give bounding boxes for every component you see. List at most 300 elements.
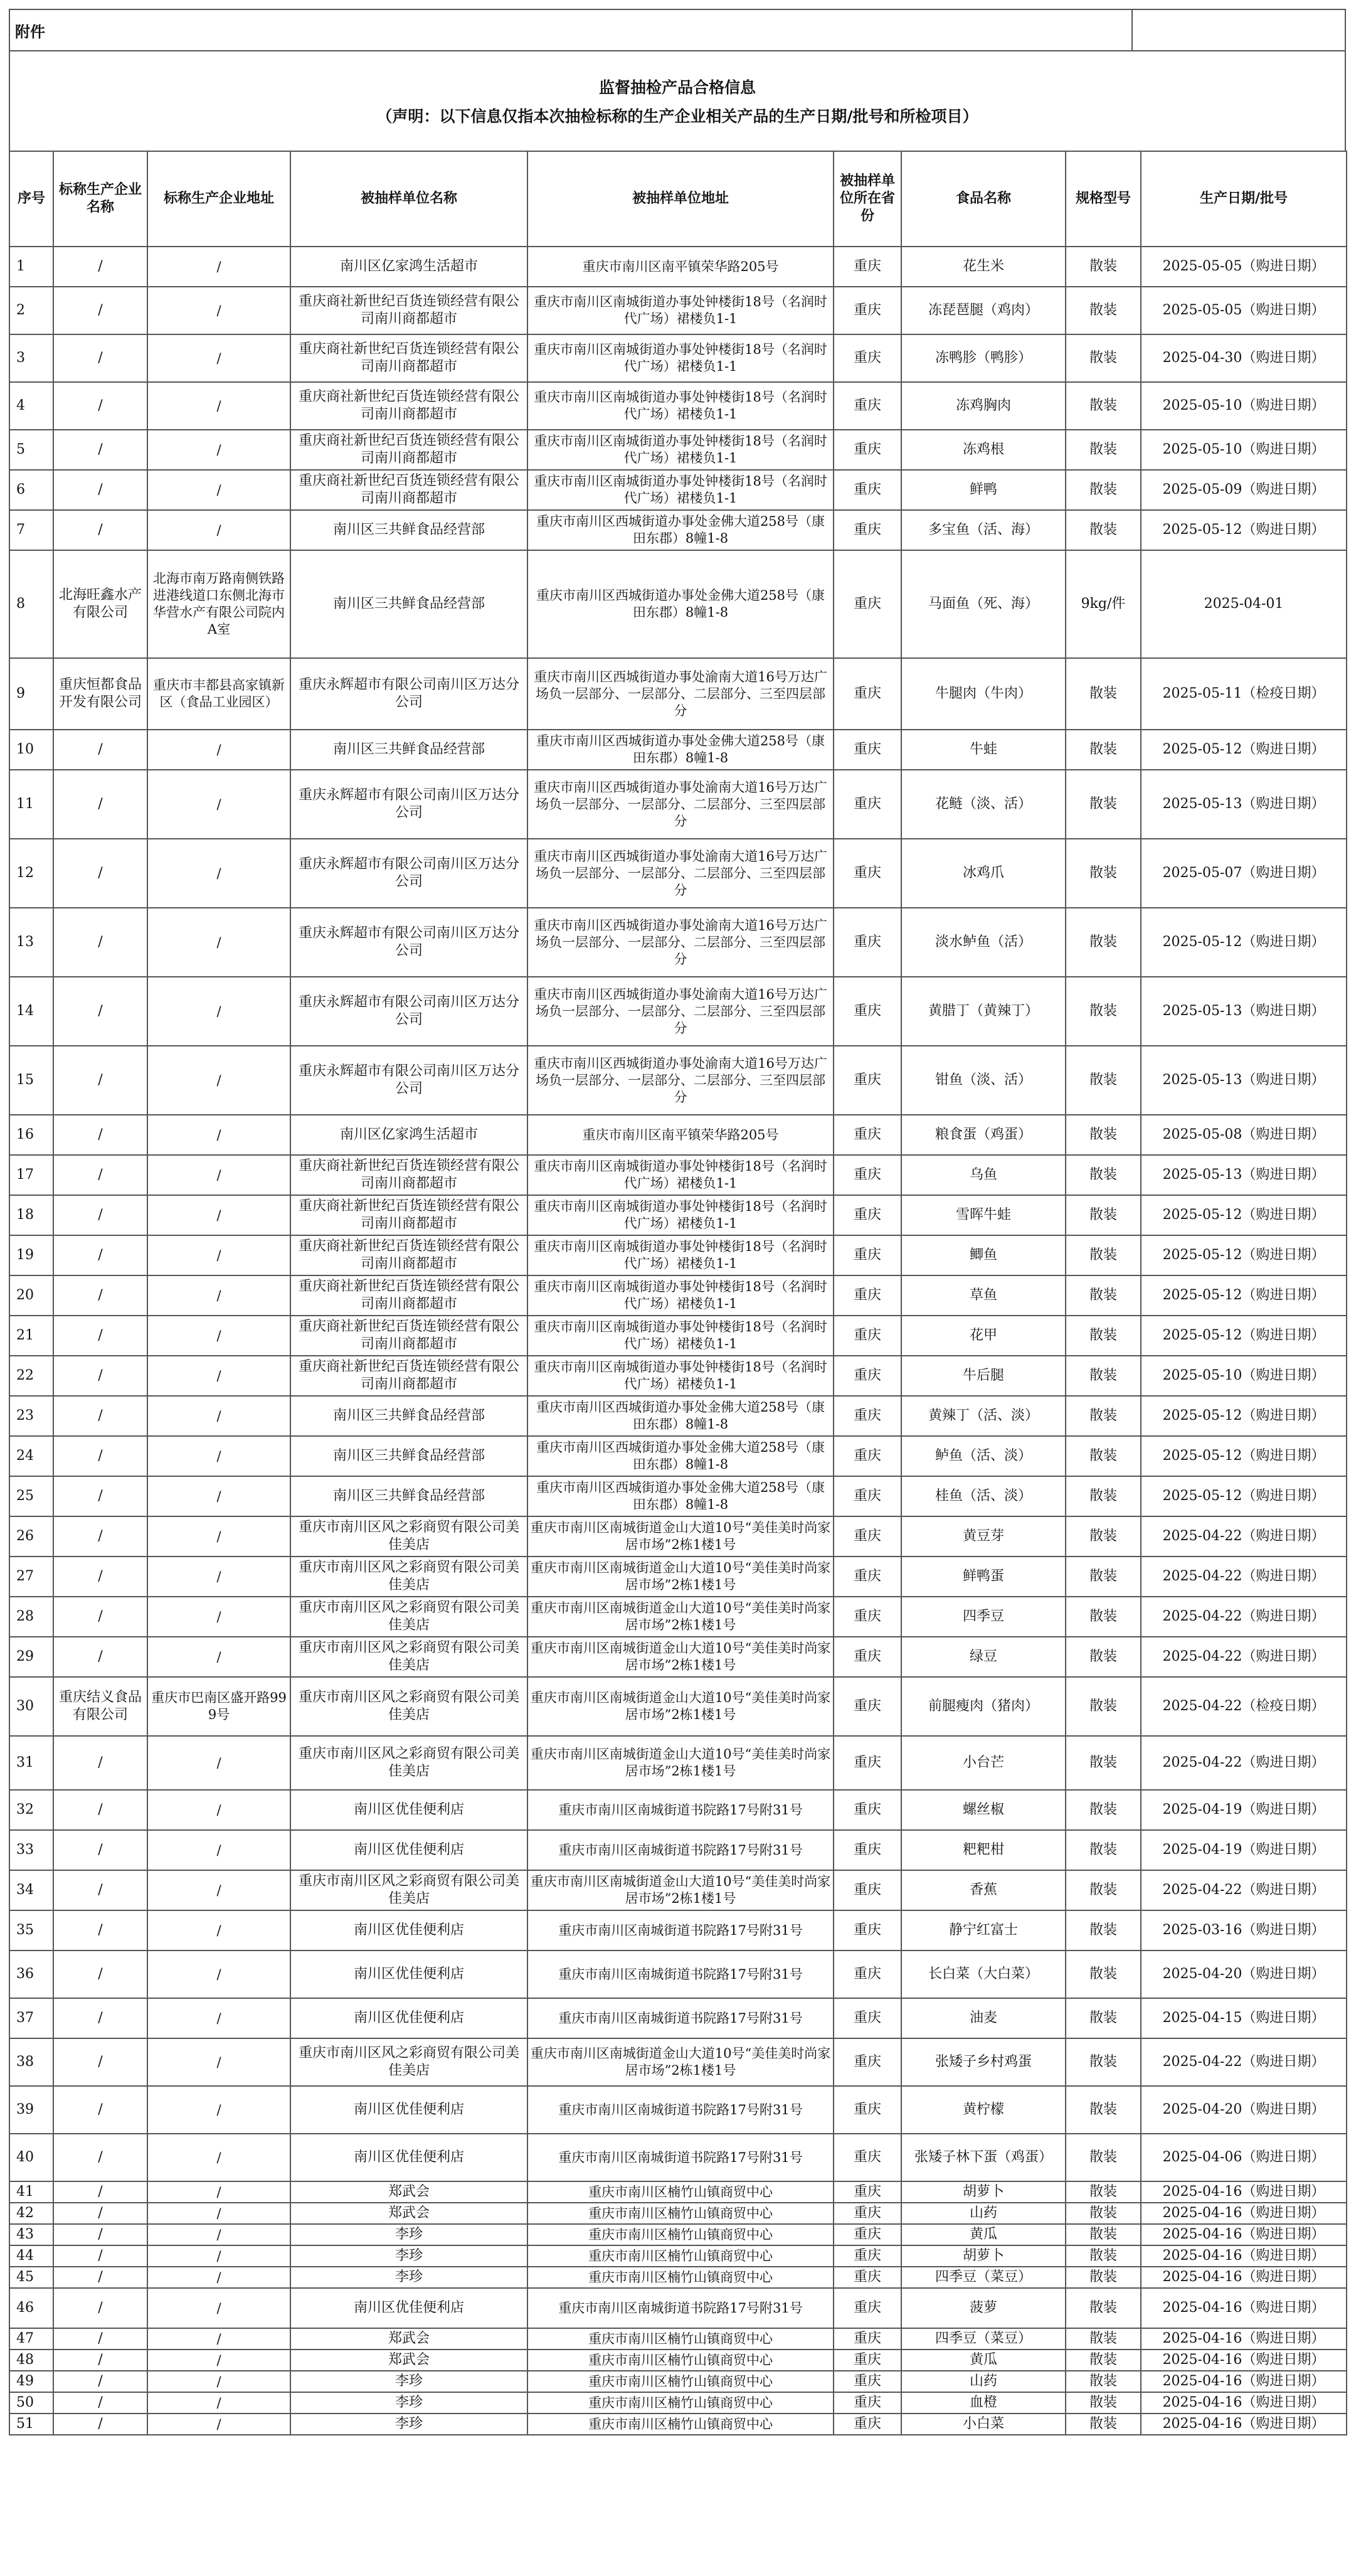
cell-spec: 散装 bbox=[1066, 2392, 1141, 2414]
cell-spec: 散装 bbox=[1066, 1951, 1141, 1998]
cell-food: 黄腊丁（黄辣丁） bbox=[901, 977, 1066, 1046]
cell-unit-addr: 重庆市南川区西城街道办事处金佛大道258号（康田东郡）8幢1-8 bbox=[527, 550, 834, 658]
cell-food: 冻鸡根 bbox=[901, 430, 1066, 470]
cell-date: 2025-04-22（购进日期） bbox=[1141, 1597, 1347, 1637]
cell-date: 2025-04-16（购进日期） bbox=[1141, 2371, 1347, 2392]
cell-food: 鲫鱼 bbox=[901, 1235, 1066, 1275]
cell-prov: 重庆 bbox=[834, 2350, 901, 2371]
table-row bbox=[9, 2267, 1347, 2288]
cell-spec: 散装 bbox=[1066, 1436, 1141, 1476]
cell-mfr-addr: / bbox=[147, 1356, 290, 1396]
cell-prov: 重庆 bbox=[834, 2203, 901, 2224]
cell-seq: 40 bbox=[9, 2134, 53, 2181]
cell-unit: 南川区三共鲜食品经营部 bbox=[290, 730, 527, 770]
table-row bbox=[9, 730, 1347, 770]
cell-unit-addr: 重庆市南川区楠竹山镇商贸中心 bbox=[527, 2267, 834, 2288]
cell-mfr: / bbox=[53, 382, 147, 430]
cell-unit-addr: 重庆市南川区西城街道办事处渝南大道16号万达广场负一层部分、一层部分、二层部分、三至四层部分 bbox=[527, 908, 834, 977]
cell-food: 花生米 bbox=[901, 247, 1066, 287]
cell-food: 冻鸭胗（鸭胗） bbox=[901, 334, 1066, 382]
cell-food: 桂鱼（活、淡） bbox=[901, 1476, 1066, 1516]
cell-prov: 重庆 bbox=[834, 770, 901, 839]
cell-mfr-addr: 北海市南万路南侧铁路进港线道口东侧北海市华营水产有限公司院内A室 bbox=[147, 550, 290, 658]
cell-mfr-addr: / bbox=[147, 1910, 290, 1951]
table-row bbox=[9, 1115, 1347, 1155]
cell-mfr: / bbox=[53, 1870, 147, 1910]
cell-unit-addr: 重庆市南川区西城街道办事处渝南大道16号万达广场负一层部分、一层部分、二层部分、三至四层部分 bbox=[527, 658, 834, 730]
table-row bbox=[9, 2288, 1347, 2328]
cell-date: 2025-04-06（购进日期） bbox=[1141, 2134, 1347, 2181]
cell-prov: 重庆 bbox=[834, 510, 901, 550]
cell-mfr-addr: / bbox=[147, 908, 290, 977]
cell-spec: 散装 bbox=[1066, 1870, 1141, 1910]
cell-food: 钳鱼（淡、活） bbox=[901, 1046, 1066, 1115]
cell-unit-addr: 重庆市南川区南城街道办事处钟楼街18号（名润时代广场）裙楼负1-1 bbox=[527, 334, 834, 382]
cell-prov: 重庆 bbox=[834, 2245, 901, 2267]
cell-unit: 南川区亿家鸿生活超市 bbox=[290, 1115, 527, 1155]
table-row bbox=[9, 658, 1347, 730]
cell-unit: 南川区优佳便利店 bbox=[290, 1790, 527, 1830]
table-row bbox=[9, 1316, 1347, 1356]
cell-food: 草鱼 bbox=[901, 1275, 1066, 1316]
cell-spec: 散装 bbox=[1066, 1677, 1141, 1736]
cell-seq: 4 bbox=[9, 382, 53, 430]
cell-spec: 散装 bbox=[1066, 430, 1141, 470]
cell-date: 2025-04-16（购进日期） bbox=[1141, 2392, 1347, 2414]
cell-date: 2025-03-16（购进日期） bbox=[1141, 1910, 1347, 1951]
cell-spec: 散装 bbox=[1066, 1155, 1141, 1195]
cell-date: 2025-04-22（检疫日期） bbox=[1141, 1677, 1347, 1736]
cell-prov: 重庆 bbox=[834, 1910, 901, 1951]
cell-unit-addr: 重庆市南川区南城街道办事处钟楼街18号（名润时代广场）裙楼负1-1 bbox=[527, 287, 834, 334]
cell-date: 2025-04-16（购进日期） bbox=[1141, 2288, 1347, 2328]
cell-unit-addr: 重庆市南川区西城街道办事处金佛大道258号（康田东郡）8幢1-8 bbox=[527, 510, 834, 550]
cell-date: 2025-05-05（购进日期） bbox=[1141, 287, 1347, 334]
cell-unit: 李珍 bbox=[290, 2245, 527, 2267]
cell-date: 2025-04-22（购进日期） bbox=[1141, 2038, 1347, 2086]
cell-unit: 重庆永辉超市有限公司南川区万达分公司 bbox=[290, 977, 527, 1046]
cell-mfr: / bbox=[53, 1436, 147, 1476]
cell-mfr: / bbox=[53, 1910, 147, 1951]
table-row bbox=[9, 1597, 1347, 1637]
cell-unit: 重庆商社新世纪百货连锁经营有限公司南川商都超市 bbox=[290, 1275, 527, 1316]
cell-date: 2025-04-30（购进日期） bbox=[1141, 334, 1347, 382]
cell-date: 2025-04-20（购进日期） bbox=[1141, 1951, 1347, 1998]
cell-seq: 27 bbox=[9, 1557, 53, 1597]
cell-food: 淡水鲈鱼（活） bbox=[901, 908, 1066, 977]
cell-spec: 散装 bbox=[1066, 1115, 1141, 1155]
cell-date: 2025-04-16（购进日期） bbox=[1141, 2350, 1347, 2371]
cell-prov: 重庆 bbox=[834, 2328, 901, 2350]
cell-unit-addr: 重庆市南川区南平镇荣华路205号 bbox=[527, 247, 834, 287]
table-row bbox=[9, 1356, 1347, 1396]
cell-unit-addr: 重庆市南川区楠竹山镇商贸中心 bbox=[527, 2350, 834, 2371]
cell-food: 牛后腿 bbox=[901, 1356, 1066, 1396]
cell-mfr-addr: / bbox=[147, 1316, 290, 1356]
cell-seq: 45 bbox=[9, 2267, 53, 2288]
cell-seq: 30 bbox=[9, 1677, 53, 1736]
cell-date: 2025-05-12（购进日期） bbox=[1141, 1235, 1347, 1275]
cell-mfr: / bbox=[53, 1396, 147, 1436]
cell-unit: 重庆商社新世纪百货连锁经营有限公司南川商都超市 bbox=[290, 334, 527, 382]
cell-unit: 南川区三共鲜食品经营部 bbox=[290, 1396, 527, 1436]
table-row bbox=[9, 1637, 1347, 1677]
cell-food: 牛腿肉（牛肉） bbox=[901, 658, 1066, 730]
cell-mfr: / bbox=[53, 1115, 147, 1155]
cell-spec: 散装 bbox=[1066, 1790, 1141, 1830]
cell-unit: 郑武会 bbox=[290, 2328, 527, 2350]
cell-mfr-addr: / bbox=[147, 1597, 290, 1637]
cell-spec: 散装 bbox=[1066, 2267, 1141, 2288]
cell-date: 2025-04-20（购进日期） bbox=[1141, 2086, 1347, 2134]
cell-unit: 重庆商社新世纪百货连锁经营有限公司南川商都超市 bbox=[290, 1356, 527, 1396]
cell-mfr-addr: / bbox=[147, 430, 290, 470]
cell-mfr-addr: / bbox=[147, 1396, 290, 1436]
cell-mfr-addr: / bbox=[147, 1195, 290, 1235]
cell-date: 2025-04-22（购进日期） bbox=[1141, 1870, 1347, 1910]
cell-unit: 重庆永辉超市有限公司南川区万达分公司 bbox=[290, 908, 527, 977]
cell-spec: 散装 bbox=[1066, 2086, 1141, 2134]
cell-food: 胡萝卜 bbox=[901, 2181, 1066, 2203]
cell-prov: 重庆 bbox=[834, 730, 901, 770]
cell-unit-addr: 重庆市南川区南城街道书院路17号附31号 bbox=[527, 2086, 834, 2134]
cell-prov: 重庆 bbox=[834, 1356, 901, 1396]
cell-unit: 南川区优佳便利店 bbox=[290, 1951, 527, 1998]
cell-mfr-addr: / bbox=[147, 839, 290, 908]
cell-food: 山药 bbox=[901, 2203, 1066, 2224]
cell-food: 菠萝 bbox=[901, 2288, 1066, 2328]
cell-mfr: / bbox=[53, 2203, 147, 2224]
cell-mfr-addr: / bbox=[147, 1790, 290, 1830]
cell-unit: 李珍 bbox=[290, 2267, 527, 2288]
cell-date: 2025-05-12（购进日期） bbox=[1141, 1195, 1347, 1235]
cell-unit-addr: 重庆市南川区南城街道金山大道10号“美佳美时尚家居市场”2栋1楼1号 bbox=[527, 1677, 834, 1736]
table-row bbox=[9, 430, 1347, 470]
cell-prov: 重庆 bbox=[834, 2392, 901, 2414]
cell-prov: 重庆 bbox=[834, 1195, 901, 1235]
cell-unit-addr: 重庆市南川区南平镇荣华路205号 bbox=[527, 1115, 834, 1155]
table-row bbox=[9, 1830, 1347, 1870]
cell-prov: 重庆 bbox=[834, 2086, 901, 2134]
cell-seq: 8 bbox=[9, 550, 53, 658]
cell-prov: 重庆 bbox=[834, 1516, 901, 1557]
cell-prov: 重庆 bbox=[834, 1275, 901, 1316]
cell-prov: 重庆 bbox=[834, 1396, 901, 1436]
cell-mfr: / bbox=[53, 334, 147, 382]
cell-mfr-addr: / bbox=[147, 730, 290, 770]
cell-prov: 重庆 bbox=[834, 1436, 901, 1476]
cell-mfr: / bbox=[53, 2371, 147, 2392]
cell-mfr: / bbox=[53, 1235, 147, 1275]
cell-mfr: / bbox=[53, 2086, 147, 2134]
table-row bbox=[9, 2224, 1347, 2245]
cell-mfr: / bbox=[53, 2350, 147, 2371]
table-row bbox=[9, 510, 1347, 550]
cell-seq: 34 bbox=[9, 1870, 53, 1910]
cell-unit-addr: 重庆市南川区楠竹山镇商贸中心 bbox=[527, 2181, 834, 2203]
cell-mfr: / bbox=[53, 1155, 147, 1195]
cell-unit: 重庆商社新世纪百货连锁经营有限公司南川商都超市 bbox=[290, 1235, 527, 1275]
cell-mfr: / bbox=[53, 1316, 147, 1356]
cell-mfr-addr: / bbox=[147, 334, 290, 382]
cell-food: 冻琵琶腿（鸡肉） bbox=[901, 287, 1066, 334]
cell-date: 2025-05-12（购进日期） bbox=[1141, 1396, 1347, 1436]
cell-date: 2025-05-13（购进日期） bbox=[1141, 770, 1347, 839]
cell-mfr-addr: / bbox=[147, 2134, 290, 2181]
cell-food: 黄瓜 bbox=[901, 2350, 1066, 2371]
cell-unit: 重庆永辉超市有限公司南川区万达分公司 bbox=[290, 839, 527, 908]
cell-date: 2025-04-16（购进日期） bbox=[1141, 2267, 1347, 2288]
cell-mfr: / bbox=[53, 1637, 147, 1677]
cell-date: 2025-04-19（购进日期） bbox=[1141, 1790, 1347, 1830]
cell-unit: 重庆商社新世纪百货连锁经营有限公司南川商都超市 bbox=[290, 430, 527, 470]
cell-mfr-addr: / bbox=[147, 2181, 290, 2203]
cell-seq: 1 bbox=[9, 247, 53, 287]
header-cell: 被抽样单位所在省份 bbox=[834, 151, 901, 247]
cell-unit-addr: 重庆市南川区西城街道办事处金佛大道258号（康田东郡）8幢1-8 bbox=[527, 1396, 834, 1436]
cell-seq: 50 bbox=[9, 2392, 53, 2414]
cell-unit: 南川区优佳便利店 bbox=[290, 1910, 527, 1951]
title-block bbox=[9, 50, 1346, 152]
cell-prov: 重庆 bbox=[834, 2267, 901, 2288]
cell-date: 2025-05-12（购进日期） bbox=[1141, 1436, 1347, 1476]
cell-mfr-addr: / bbox=[147, 1115, 290, 1155]
cell-seq: 10 bbox=[9, 730, 53, 770]
cell-spec: 散装 bbox=[1066, 2134, 1141, 2181]
cell-seq: 31 bbox=[9, 1736, 53, 1790]
cell-unit-addr: 重庆市南川区南城街道书院路17号附31号 bbox=[527, 1790, 834, 1830]
cell-unit: 重庆永辉超市有限公司南川区万达分公司 bbox=[290, 770, 527, 839]
cell-mfr: / bbox=[53, 1046, 147, 1115]
cell-spec: 散装 bbox=[1066, 1910, 1141, 1951]
cell-unit-addr: 重庆市南川区楠竹山镇商贸中心 bbox=[527, 2414, 834, 2435]
cell-seq: 51 bbox=[9, 2414, 53, 2435]
cell-unit: 重庆永辉超市有限公司南川区万达分公司 bbox=[290, 1046, 527, 1115]
cell-unit-addr: 重庆市南川区西城街道办事处金佛大道258号（康田东郡）8幢1-8 bbox=[527, 1476, 834, 1516]
cell-seq: 48 bbox=[9, 2350, 53, 2371]
cell-mfr-addr: 重庆市巴南区盛开路999号 bbox=[147, 1677, 290, 1736]
cell-food: 静宁红富士 bbox=[901, 1910, 1066, 1951]
cell-spec: 散装 bbox=[1066, 658, 1141, 730]
cell-mfr-addr: / bbox=[147, 287, 290, 334]
cell-seq: 47 bbox=[9, 2328, 53, 2350]
table-row bbox=[9, 287, 1347, 334]
cell-mfr: / bbox=[53, 510, 147, 550]
cell-unit-addr: 重庆市南川区楠竹山镇商贸中心 bbox=[527, 2245, 834, 2267]
cell-food: 黄柠檬 bbox=[901, 2086, 1066, 2134]
cell-seq: 43 bbox=[9, 2224, 53, 2245]
cell-mfr-addr: / bbox=[147, 2328, 290, 2350]
cell-mfr: / bbox=[53, 1597, 147, 1637]
cell-food: 多宝鱼（活、海） bbox=[901, 510, 1066, 550]
table-row bbox=[9, 977, 1347, 1046]
cell-mfr: / bbox=[53, 839, 147, 908]
cell-mfr-addr: / bbox=[147, 1998, 290, 2038]
cell-food: 山药 bbox=[901, 2371, 1066, 2392]
cell-mfr-addr: / bbox=[147, 382, 290, 430]
cell-unit-addr: 重庆市南川区西城街道办事处渝南大道16号万达广场负一层部分、一层部分、二层部分、三至四层部分 bbox=[527, 977, 834, 1046]
cell-unit-addr: 重庆市南川区西城街道办事处渝南大道16号万达广场负一层部分、一层部分、二层部分、三至四层部分 bbox=[527, 770, 834, 839]
cell-mfr: / bbox=[53, 1356, 147, 1396]
cell-spec: 散装 bbox=[1066, 2350, 1141, 2371]
cell-mfr-addr: / bbox=[147, 1235, 290, 1275]
table-row bbox=[9, 334, 1347, 382]
cell-unit-addr: 重庆市南川区南城街道金山大道10号“美佳美时尚家居市场”2栋1楼1号 bbox=[527, 1557, 834, 1597]
cell-mfr-addr: / bbox=[147, 2203, 290, 2224]
cell-spec: 散装 bbox=[1066, 2181, 1141, 2203]
cell-date: 2025-05-08（购进日期） bbox=[1141, 1115, 1347, 1155]
cell-mfr-addr: / bbox=[147, 1436, 290, 1476]
cell-unit-addr: 重庆市南川区楠竹山镇商贸中心 bbox=[527, 2224, 834, 2245]
cell-spec: 散装 bbox=[1066, 1275, 1141, 1316]
cell-mfr: / bbox=[53, 2414, 147, 2435]
cell-mfr-addr: / bbox=[147, 2392, 290, 2414]
cell-seq: 6 bbox=[9, 470, 53, 510]
cell-date: 2025-05-12（购进日期） bbox=[1141, 1275, 1347, 1316]
cell-seq: 46 bbox=[9, 2288, 53, 2328]
cell-spec: 散装 bbox=[1066, 839, 1141, 908]
cell-date: 2025-04-16（购进日期） bbox=[1141, 2245, 1347, 2267]
cell-spec: 散装 bbox=[1066, 1195, 1141, 1235]
cell-seq: 32 bbox=[9, 1790, 53, 1830]
header-cell: 序号 bbox=[9, 151, 53, 247]
cell-date: 2025-04-16（购进日期） bbox=[1141, 2414, 1347, 2435]
cell-date: 2025-05-12（购进日期） bbox=[1141, 730, 1347, 770]
cell-unit-addr: 重庆市南川区南城街道办事处钟楼街18号（名润时代广场）裙楼负1-1 bbox=[527, 470, 834, 510]
cell-unit-addr: 重庆市南川区南城街道金山大道10号“美佳美时尚家居市场”2栋1楼1号 bbox=[527, 1637, 834, 1677]
cell-seq: 12 bbox=[9, 839, 53, 908]
cell-mfr: / bbox=[53, 1998, 147, 2038]
cell-date: 2025-05-05（购进日期） bbox=[1141, 247, 1347, 287]
cell-seq: 49 bbox=[9, 2371, 53, 2392]
cell-unit: 重庆商社新世纪百货连锁经营有限公司南川商都超市 bbox=[290, 1316, 527, 1356]
cell-spec: 散装 bbox=[1066, 1396, 1141, 1436]
table-row bbox=[9, 1951, 1347, 1998]
cell-food: 螺丝椒 bbox=[901, 1790, 1066, 1830]
cell-prov: 重庆 bbox=[834, 1046, 901, 1115]
cell-unit: 重庆市南川区风之彩商贸有限公司美佳美店 bbox=[290, 1637, 527, 1677]
cell-seq: 5 bbox=[9, 430, 53, 470]
cell-unit: 李珍 bbox=[290, 2414, 527, 2435]
cell-unit: 重庆市南川区风之彩商贸有限公司美佳美店 bbox=[290, 1870, 527, 1910]
table-row bbox=[9, 839, 1347, 908]
header-cell: 标称生产企业名称 bbox=[53, 151, 147, 247]
cell-mfr: / bbox=[53, 430, 147, 470]
header-cell: 被抽样单位地址 bbox=[527, 151, 834, 247]
cell-unit-addr: 重庆市南川区楠竹山镇商贸中心 bbox=[527, 2371, 834, 2392]
cell-mfr: / bbox=[53, 730, 147, 770]
cell-prov: 重庆 bbox=[834, 1115, 901, 1155]
cell-date: 2025-04-16（购进日期） bbox=[1141, 2181, 1347, 2203]
cell-date: 2025-05-10（购进日期） bbox=[1141, 1356, 1347, 1396]
cell-prov: 重庆 bbox=[834, 1235, 901, 1275]
cell-seq: 19 bbox=[9, 1235, 53, 1275]
table-row bbox=[9, 2392, 1347, 2414]
cell-prov: 重庆 bbox=[834, 658, 901, 730]
cell-date: 2025-04-22（购进日期） bbox=[1141, 1736, 1347, 1790]
cell-seq: 7 bbox=[9, 510, 53, 550]
cell-food: 香蕉 bbox=[901, 1870, 1066, 1910]
cell-prov: 重庆 bbox=[834, 1637, 901, 1677]
cell-spec: 散装 bbox=[1066, 1356, 1141, 1396]
table-row bbox=[9, 2414, 1347, 2435]
cell-unit: 郑武会 bbox=[290, 2350, 527, 2371]
cell-seq: 22 bbox=[9, 1356, 53, 1396]
cell-food: 马面鱼（死、海） bbox=[901, 550, 1066, 658]
table-row bbox=[9, 247, 1347, 287]
cell-unit-addr: 重庆市南川区南城街道金山大道10号“美佳美时尚家居市场”2栋1楼1号 bbox=[527, 1597, 834, 1637]
cell-date: 2025-05-12（购进日期） bbox=[1141, 908, 1347, 977]
table-row bbox=[9, 1516, 1347, 1557]
cell-prov: 重庆 bbox=[834, 1677, 901, 1736]
cell-seq: 38 bbox=[9, 2038, 53, 2086]
cell-mfr-addr: / bbox=[147, 470, 290, 510]
cell-prov: 重庆 bbox=[834, 2134, 901, 2181]
cell-prov: 重庆 bbox=[834, 2371, 901, 2392]
cell-mfr: / bbox=[53, 2328, 147, 2350]
cell-seq: 13 bbox=[9, 908, 53, 977]
cell-seq: 37 bbox=[9, 1998, 53, 2038]
cell-date: 2025-04-22（购进日期） bbox=[1141, 1516, 1347, 1557]
cell-mfr-addr: / bbox=[147, 1155, 290, 1195]
table-row bbox=[9, 2038, 1347, 2086]
table-row bbox=[9, 382, 1347, 430]
cell-mfr: / bbox=[53, 1790, 147, 1830]
document-sheet bbox=[9, 9, 1346, 2567]
cell-unit-addr: 重庆市南川区楠竹山镇商贸中心 bbox=[527, 2392, 834, 2414]
table-row bbox=[9, 1910, 1347, 1951]
cell-spec: 散装 bbox=[1066, 2038, 1141, 2086]
cell-food: 牛蛙 bbox=[901, 730, 1066, 770]
cell-unit: 李珍 bbox=[290, 2371, 527, 2392]
cell-prov: 重庆 bbox=[834, 2414, 901, 2435]
cell-prov: 重庆 bbox=[834, 1830, 901, 1870]
cell-seq: 9 bbox=[9, 658, 53, 730]
cell-prov: 重庆 bbox=[834, 2038, 901, 2086]
cell-unit-addr: 重庆市南川区南城街道书院路17号附31号 bbox=[527, 2288, 834, 2328]
cell-date: 2025-05-13（购进日期） bbox=[1141, 1155, 1347, 1195]
cell-prov: 重庆 bbox=[834, 2181, 901, 2203]
cell-food: 前腿瘦肉（猪肉） bbox=[901, 1677, 1066, 1736]
cell-mfr-addr: / bbox=[147, 1736, 290, 1790]
cell-unit-addr: 重庆市南川区南城街道书院路17号附31号 bbox=[527, 1998, 834, 2038]
cell-food: 雪晖牛蛙 bbox=[901, 1195, 1066, 1235]
cell-mfr: / bbox=[53, 1275, 147, 1316]
table-row bbox=[9, 1557, 1347, 1597]
cell-food: 鲜鸭蛋 bbox=[901, 1557, 1066, 1597]
cell-prov: 重庆 bbox=[834, 1998, 901, 2038]
cell-food: 四季豆（菜豆） bbox=[901, 2267, 1066, 2288]
table-row bbox=[9, 1046, 1347, 1115]
cell-prov: 重庆 bbox=[834, 1316, 901, 1356]
cell-food: 血橙 bbox=[901, 2392, 1066, 2414]
cell-unit-addr: 重庆市南川区西城街道办事处渝南大道16号万达广场负一层部分、一层部分、二层部分、三至四层部分 bbox=[527, 839, 834, 908]
cell-unit-addr: 重庆市南川区南城街道办事处钟楼街18号（名润时代广场）裙楼负1-1 bbox=[527, 1275, 834, 1316]
cell-seq: 28 bbox=[9, 1597, 53, 1637]
header-cell: 规格型号 bbox=[1066, 151, 1141, 247]
header-cell: 被抽样单位名称 bbox=[290, 151, 527, 247]
cell-date: 2025-04-16（购进日期） bbox=[1141, 2203, 1347, 2224]
cell-seq: 24 bbox=[9, 1436, 53, 1476]
cell-spec: 散装 bbox=[1066, 730, 1141, 770]
cell-mfr-addr: / bbox=[147, 2267, 290, 2288]
cell-food: 鲜鸭 bbox=[901, 470, 1066, 510]
cell-food: 油麦 bbox=[901, 1998, 1066, 2038]
cell-spec: 散装 bbox=[1066, 247, 1141, 287]
cell-unit-addr: 重庆市南川区南城街道金山大道10号“美佳美时尚家居市场”2栋1楼1号 bbox=[527, 1870, 834, 1910]
cell-unit: 重庆市南川区风之彩商贸有限公司美佳美店 bbox=[290, 2038, 527, 2086]
cell-mfr: / bbox=[53, 247, 147, 287]
